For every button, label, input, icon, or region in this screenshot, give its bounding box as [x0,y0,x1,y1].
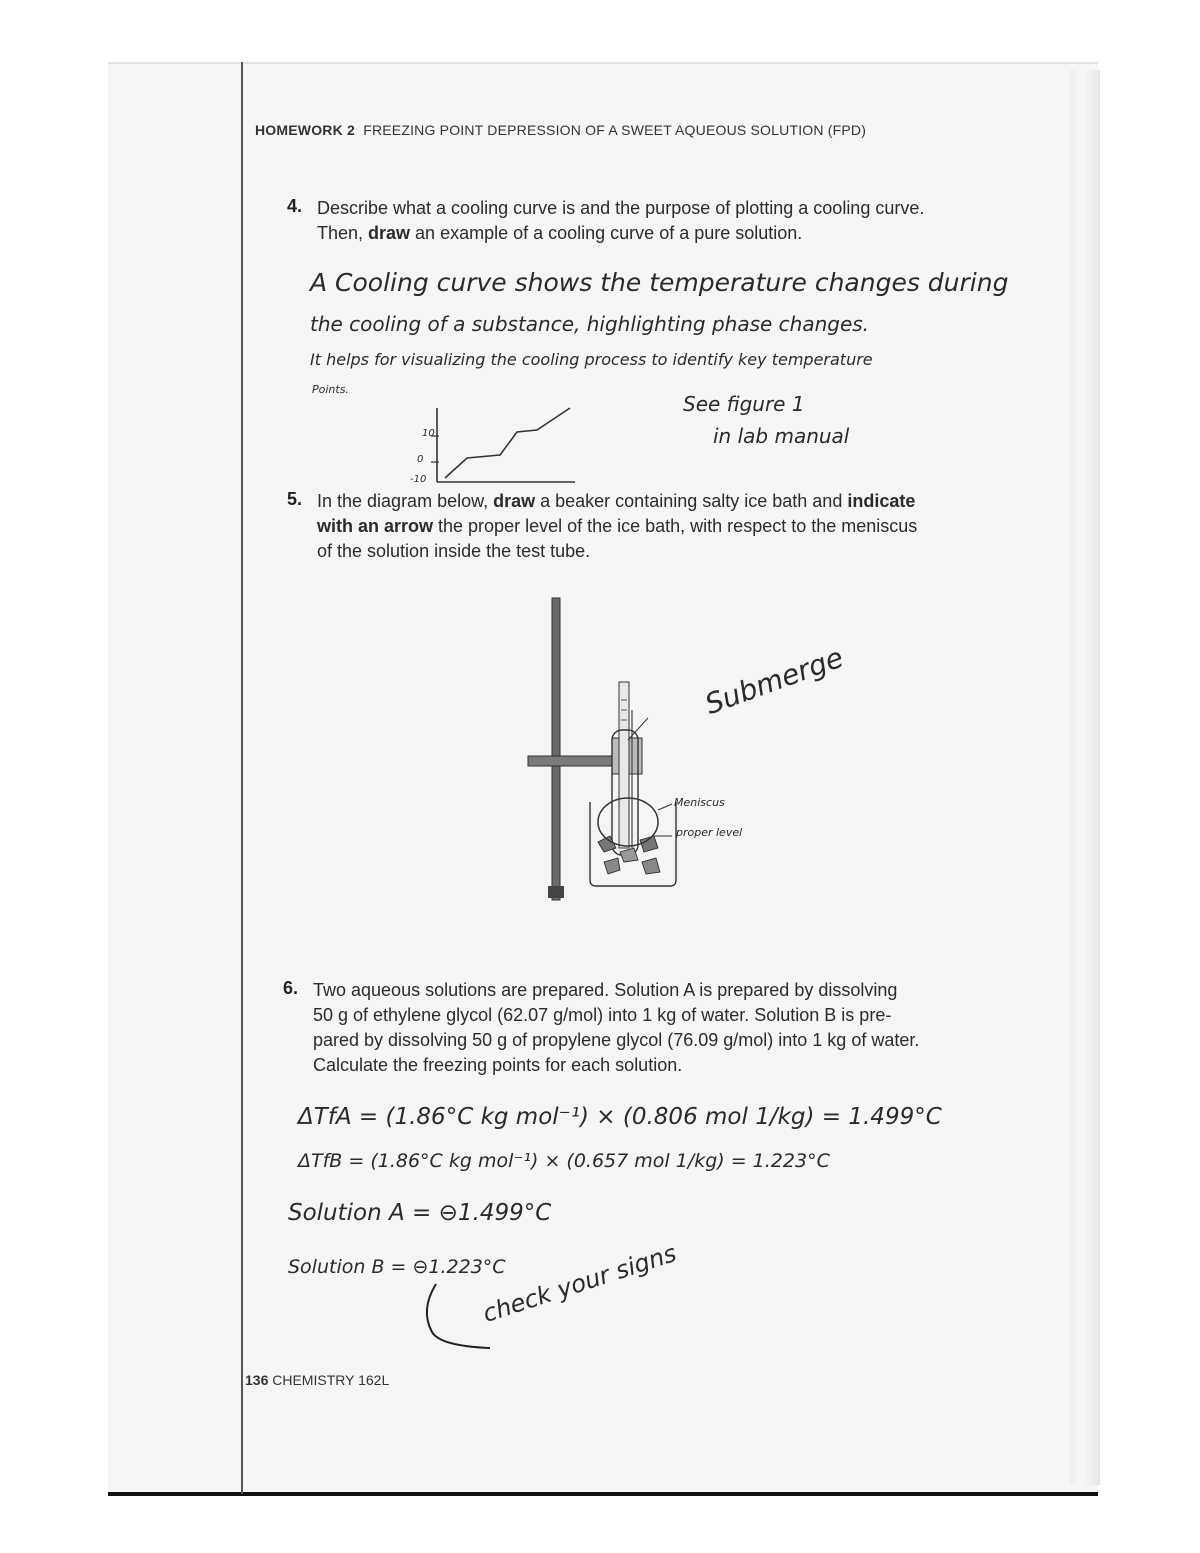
page-header [255,117,866,143]
header-label: HOMEWORK 2 [255,122,355,138]
q4-answer-line-4: Points. [312,383,349,396]
q4-answer-line-2: the cooling of a substance, highlighting phase changes. [310,312,870,336]
course-name: CHEMISTRY 162L [272,1372,390,1388]
work-solution-a: Solution A = ⊖1.499°C [288,1200,552,1226]
work-solution-b: Solution B = ⊖1.223°C [288,1256,506,1278]
clamp-arm [528,756,626,766]
graph-tick-label-minus-10: -10 [410,474,427,485]
cooling-curve-sketch [405,400,585,490]
question-5-line-1: In the diagram below, draw a beaker containing salty ice bath and indicate [317,491,916,511]
submerge-annotation: Submerge [700,640,848,721]
question-6-number: 6. [283,978,299,998]
stand-rod [552,598,560,900]
question-5-text [317,489,1017,564]
label-meniscus: Meniscus [674,796,725,809]
margin-line [241,62,243,1494]
page-footer [245,1367,389,1393]
question-4-line-2: Then, draw an example of a cooling curve of a pure solution. [317,223,803,243]
q4-answer-line-1: A Cooling curve shows the temperature changes during [310,268,1009,297]
graph-tick-label-10: 10 [422,428,435,439]
apparatus-diagram [520,590,750,900]
q4-note-line-2: in lab manual [713,424,850,448]
question-6-line-1: Two aqueous solutions are prepared. Solution A is prepared by dissolving [313,980,898,1000]
question-4-number: 4. [287,196,303,216]
question-6-line-3: pared by dissolving 50 g of propylene glycol (76.09 g/mol) into 1 kg of water. [313,1030,920,1050]
question-6-line-2: 50 g of ethylene glycol (62.07 g/mol) into 1 kg of water. Solution B is pre- [313,1005,892,1025]
question-5-line-2: with an arrow the proper level of the ice bath, with respect to the meniscus [317,516,918,536]
graph-curve [445,408,570,478]
header-title: FREEZING POINT DEPRESSION OF A SWEET AQUEOUS SOLUTION (FPD) [363,122,867,138]
question-5-number: 5. [287,489,303,509]
thermometer [619,682,629,848]
question-4-line-1: Describe what a cooling curve is and the purpose of plotting a cooling curve. [317,198,925,218]
page-edge-shadow [1070,70,1100,1485]
graph-tick-label-0: 0 [417,454,424,465]
page-number: 136 [245,1372,269,1388]
work-delta-tf-a: ΔTfA = (1.86°C kg mol⁻¹) × (0.806 mol 1/kg) = 1.499°C [298,1104,942,1130]
feedback-comment: check your signs [479,1239,680,1328]
q4-note-line-1: See figure 1 [683,392,805,416]
question-6-text [313,978,1013,1078]
label-proper-level: proper level [676,826,743,839]
question-6-line-4: Calculate the freezing points for each solution. [313,1055,683,1075]
question-4-text [317,196,1017,246]
work-delta-tf-b: ΔTfB = (1.86°C kg mol⁻¹) × (0.657 mol 1/kg) = 1.223°C [298,1150,830,1172]
stand-base [548,886,564,898]
q4-answer-line-3: It helps for visualizing the cooling process to identify key temperature [310,350,873,369]
meniscus-pointer [658,804,672,810]
question-5-line-3: of the solution inside the test tube. [317,541,591,561]
